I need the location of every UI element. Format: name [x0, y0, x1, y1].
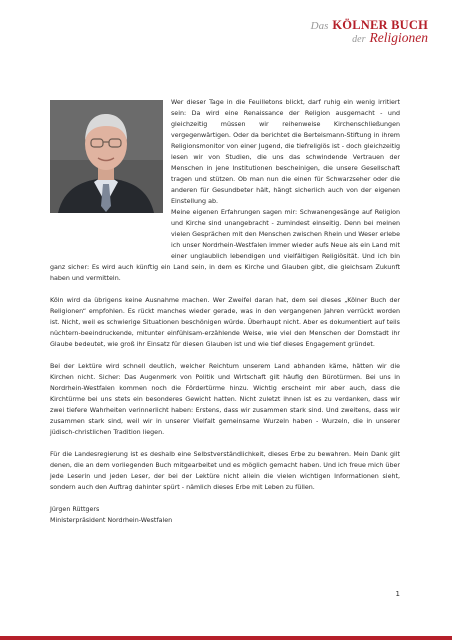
logo-der: der — [352, 34, 366, 45]
paragraph-thanks: Für die Landesregierung ist es deshalb eine Selbstverständlichkeit, dieses Erbe zu bewahren. Mein Dank gilt denen, die an dem vorliegenden Buch mitgearbeitet und es möglich gemacht haben. Und ich freue mich über jede Leserin und jeden Leser, der bei der Lektüre nicht allein die vielen wichtigen Informationen sieht, sondern auch den Auftrag dahinter spürt - nämlich dieses Erbe mit Leben zu füllen. — [50, 451, 400, 491]
paragraph-experience: Meine eigenen Erfahrungen sagen mir: Schwanengesänge auf Religion und Kirche sind unangebracht - zumindest einseitig. Denn bei meinen vielen Gesprächen mit den Menschen zwischen Rhein und Weser erlebe ich unser Nordrhein-Westfalen immer wieder aufs Neue als ein Land mit einer unglaublich lebendigen und vielfältigen Religiösität. Und ich bin ganz sicher: Es wird auch künftig ein Land sein, in dem es Kirche und Glauben gibt, die gleichsam Zukunft haben und vermitteln. — [50, 209, 400, 282]
book-logo — [278, 18, 428, 44]
logo-koelner-buch: KÖLNER BUCH — [332, 18, 428, 32]
paragraph-churches: Bei der Lektüre wird schnell deutlich, welcher Reichtum unserem Land abhanden käme, hätten wir die Kirchen nicht. Sicher: Das Augenmerk von Politik und Wirtschaft gilt häufig den Bürotürmen. Bei uns in Nordrhein-Westfalen kommen noch die Fördertürme hinzu. Wichtig erscheint mir aber auch, dass die Kirchtürme bei uns stets ein besonderes Gewicht hatten. Nicht zuletzt ihnen ist es zu verdanken, dass wir zwei tiefere Wahrheiten verinnerlicht haben: Erstens, dass wir zusammen stark sind. Und zweitens, dass wir zusammen stark sind, weil wir in unserer Vielfalt gemeinsame Wurzeln haben - Wurzeln, die in unserer jüdisch-christlichen Tradition liegen. — [50, 363, 400, 436]
paragraph-intro: Wer dieser Tage in die Feuilletons blickt, darf ruhig ein wenig irritiert sein: Da wird eine Renaissance der Religion ausgemacht - und gleichzeitig müssen wir reihenweise Kirchenschließungen vergegenwärtigen. Oder da berichtet die Bertelsmann-Stiftung in ihrem Religionsmonitor von einer Jugend, die tiefreligiös ist - doch gleichzeitig lesen wir von Studien, die uns das schwindende Vertrauen der Menschen in jene Institutionen bescheinigen, die unsere Gesellschaft tragen und stützen. Ob man nun die einen für Schwarzseher oder die anderen für Gesundbeter hält, hängt sicherlich auch von der eigenen Einstellung ab. — [171, 99, 400, 205]
page-number: 1 — [395, 590, 400, 598]
paragraph-cologne: Köln wird da übrigens keine Ausnahme machen. Wer Zweifel daran hat, dem sei dieses „Kölner Buch der Religionen“ empfohlen. Es rückt manches wieder gerade, was in den vergangenen Jahren verrückt worden ist. Nicht, weil es schwierige Situationen beschönigen würde. Überhaupt nicht. Aber es dokumentiert auf teils nüchtern-beeindruckende, mitunter einfühlsam-erzählende Weise, wie viel den Menschen der Domstadt ihr Glaube bedeutet, wie groß ihr Einsatz für diesen Glauben ist und wie tief dieses Engagement gründet. — [50, 297, 400, 348]
signature-block — [50, 504, 400, 526]
signature-title: Ministerpräsident Nordrhein-Westfalen — [50, 517, 173, 524]
photo-spacer — [50, 97, 171, 262]
bottom-rule — [0, 636, 452, 640]
signature-name: Jürgen Rüttgers — [50, 506, 100, 513]
logo-das: Das — [310, 20, 329, 32]
logo-religionen: Religionen — [369, 30, 428, 45]
article-body — [50, 97, 400, 526]
